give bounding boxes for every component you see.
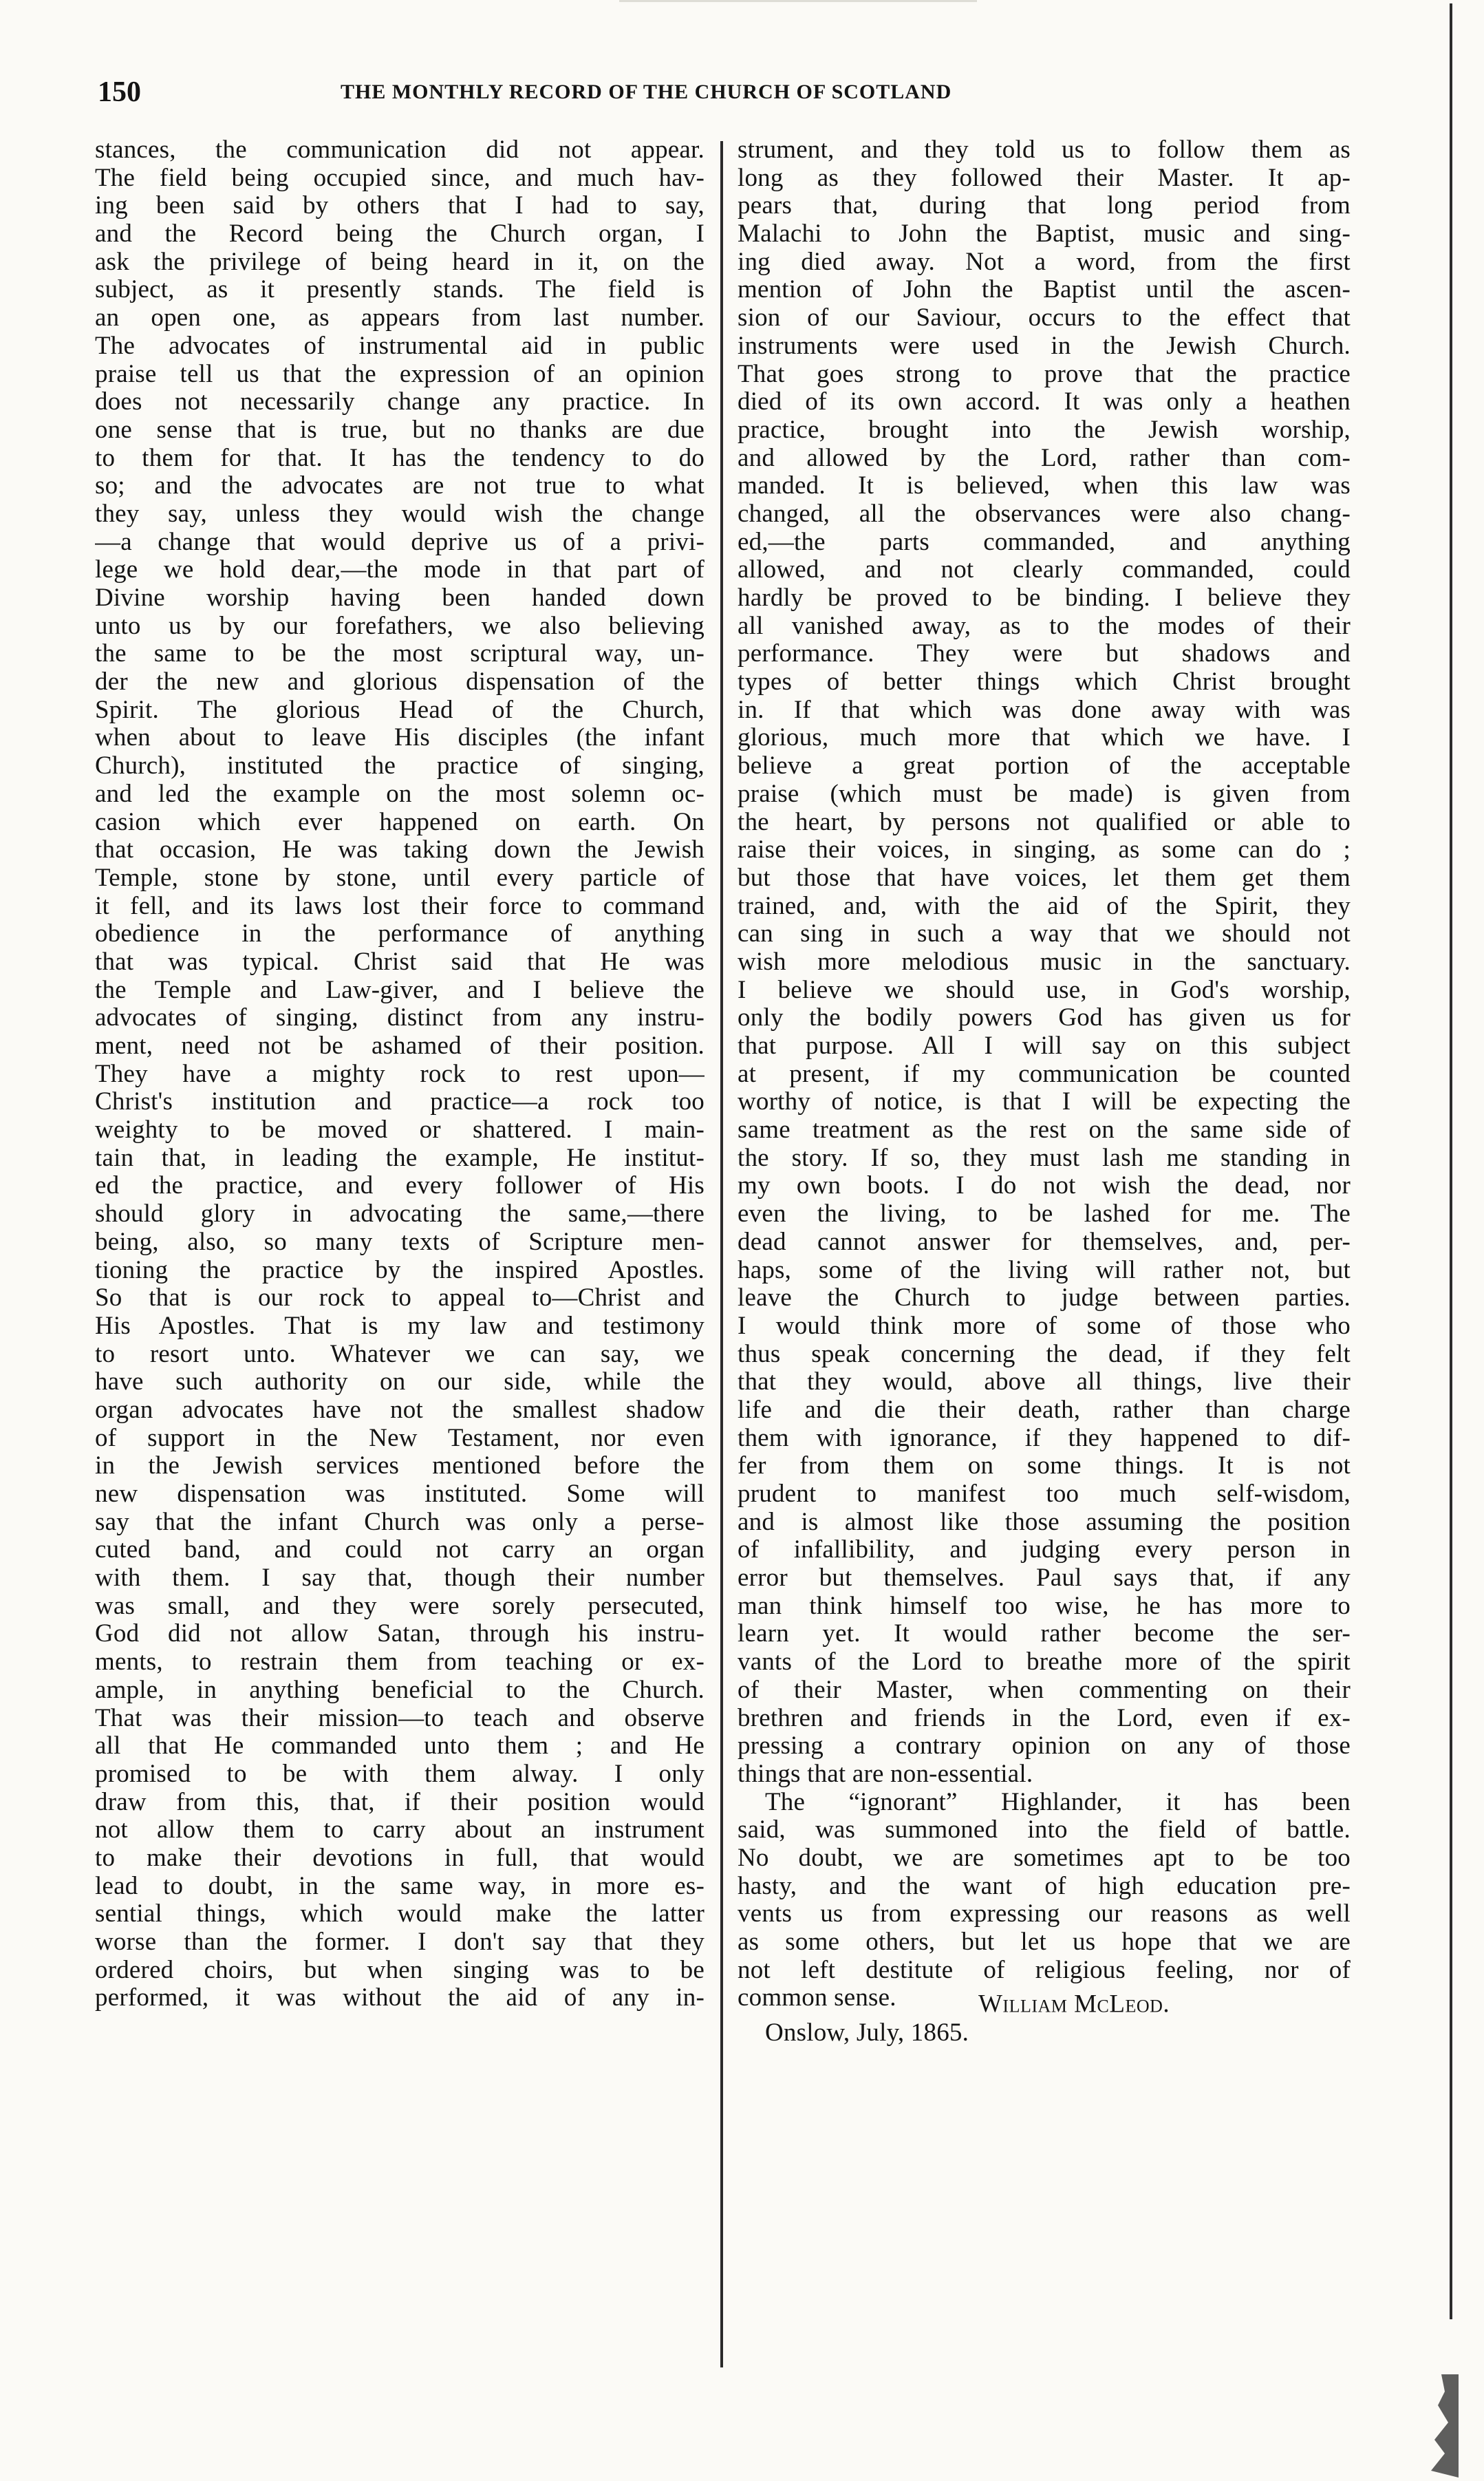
text-line: to them for that. It has the tendency to do: [95, 444, 705, 472]
text-line: does not necessarily change any practice. In: [95, 388, 705, 416]
text-line: all that He commanded unto them ; and He: [95, 1732, 705, 1760]
right-margin-rule: [1450, 3, 1452, 2319]
text-line: obedience in the performance of anything: [95, 920, 705, 948]
text-line: that was typical. Christ said that He was: [95, 948, 705, 976]
text-line: vents us from expressing our reasons as well: [738, 1900, 1351, 1928]
text-line: believe a great portion of the acceptable: [738, 752, 1351, 780]
text-line: learn yet. It would rather become the ser-: [738, 1620, 1351, 1648]
text-line: life and die their death, rather than charge: [738, 1396, 1351, 1424]
text-line: subject, as it presently stands. The field is: [95, 276, 705, 304]
text-line: stances, the communication did not appear.: [95, 136, 705, 164]
text-line: The “ignorant” Highlander, it has been: [765, 1788, 1351, 1816]
text-line: my own boots. I do not wish the dead, nor: [738, 1172, 1351, 1200]
text-line: ment, need not be ashamed of their position.: [95, 1032, 705, 1060]
text-line: der the new and glorious dispensation of the: [95, 668, 705, 696]
text-line: brethren and friends in the Lord, even if ex-: [738, 1704, 1351, 1732]
text-line: performance. They were but shadows and: [738, 640, 1351, 668]
text-line: and the Record being the Church organ, I: [95, 220, 705, 248]
text-line: the story. If so, they must lash me standing in: [738, 1144, 1351, 1172]
author-signature: William McLeod.: [978, 1990, 1170, 2019]
text-line: wish more melodious music in the sanctuary.: [738, 948, 1351, 976]
text-line: organ advocates have not the smallest shadow: [95, 1396, 705, 1424]
text-line: mention of John the Baptist until the ascen-: [738, 276, 1351, 304]
text-line: —a change that would deprive us of a privi-: [95, 528, 705, 556]
text-line: and led the example on the most solemn oc-: [95, 780, 705, 808]
text-line: say that the infant Church was only a perse-: [95, 1508, 705, 1536]
text-line: praise tell us that the expression of an opinion: [95, 360, 705, 388]
text-line: glorious, much more that which we have. I: [738, 724, 1351, 752]
text-line: Church), instituted the practice of singing,: [95, 752, 705, 780]
text-line: worthy of notice, is that I will be expecting the: [738, 1088, 1351, 1116]
text-line: haps, some of the living will rather not, but: [738, 1256, 1351, 1284]
text-line: raise their voices, in singing, as some can do ;: [738, 836, 1351, 864]
text-line: new dispensation was instituted. Some will: [95, 1480, 705, 1508]
text-line: so; and the advocates are not true to what: [95, 472, 705, 500]
text-line: ed,—the parts commanded, and anything: [738, 528, 1351, 556]
scan-artifact: [1410, 2374, 1459, 2478]
text-line: Christ's institution and practice—a rock too: [95, 1088, 705, 1116]
text-line: tain that, in leading the example, He institut-: [95, 1144, 705, 1172]
text-line: sion of our Saviour, occurs to the effect that: [738, 304, 1351, 332]
text-line: an open one, as appears from last number.: [95, 304, 705, 332]
text-line: performed, it was without the aid of any in-: [95, 1984, 705, 2012]
text-line: I would think more of some of those who: [738, 1312, 1351, 1340]
text-line: types of better things which Christ brought: [738, 668, 1351, 696]
text-line: but those that have voices, let them get them: [738, 864, 1351, 892]
text-line: in. If that which was done away with was: [738, 696, 1351, 724]
left-text-column: [95, 136, 705, 2012]
text-line: manded. It is believed, when this law was: [738, 472, 1351, 500]
text-line: as some others, but let us hope that we are: [738, 1928, 1351, 1956]
text-line: I believe we should use, in God's worship,: [738, 976, 1351, 1004]
text-line: it fell, and its laws lost their force to command: [95, 892, 705, 920]
text-line: pears that, during that long period from: [738, 192, 1351, 220]
text-line: pressing a contrary opinion on any of those: [738, 1732, 1351, 1760]
text-line: Spirit. The glorious Head of the Church,: [95, 696, 705, 724]
text-line: The field being occupied since, and much hav-: [95, 164, 705, 192]
text-line: worse than the former. I don't say that they: [95, 1928, 705, 1956]
text-line: even the living, to be lashed for me. The: [738, 1200, 1351, 1228]
text-line: died of its own accord. It was only a heathen: [738, 388, 1351, 416]
text-line: one sense that is true, but no thanks are due: [95, 416, 705, 444]
text-line: that they would, above all things, live their: [738, 1368, 1351, 1396]
text-line: That was their mission—to teach and observe: [95, 1704, 705, 1732]
text-line: sential things, which would make the latter: [95, 1900, 705, 1928]
text-line: when about to leave His disciples (the infant: [95, 724, 705, 752]
text-line: allowed, and not clearly commanded, could: [738, 556, 1351, 584]
scan-edge-mark: [619, 0, 977, 14]
text-line: should glory in advocating the same,—there: [95, 1200, 705, 1228]
text-line: man think himself too wise, he has more to: [738, 1592, 1351, 1620]
text-line: fer from them on some things. It is not: [738, 1452, 1351, 1480]
text-line: The advocates of instrumental aid in public: [95, 332, 705, 360]
text-line: dead cannot answer for themselves, and, per-: [738, 1228, 1351, 1256]
text-line: unto us by our forefathers, we also believing: [95, 612, 705, 640]
text-line: hardly be proved to be binding. I believe they: [738, 584, 1351, 612]
text-line: not left destitute of religious feeling, nor of: [738, 1956, 1351, 1984]
text-line: Divine worship having been handed down: [95, 584, 705, 612]
text-line: ing died away. Not a word, from the first: [738, 248, 1351, 276]
text-line: ordered choirs, but when singing was to be: [95, 1956, 705, 1984]
text-line: with them. I say that, though their number: [95, 1564, 705, 1593]
text-line: ask the privilege of being heard in it, on the: [95, 248, 705, 276]
text-line: they say, unless they would wish the change: [95, 500, 705, 528]
text-line: was small, and they were sorely persecuted,: [95, 1592, 705, 1620]
text-line: thus speak concerning the dead, if they felt: [738, 1340, 1351, 1368]
text-line: at present, if my communication be counted: [738, 1060, 1351, 1088]
text-line: hasty, and the want of high education pre-: [738, 1872, 1351, 1900]
text-line: They have a mighty rock to rest upon—: [95, 1060, 705, 1088]
page-number: 150: [98, 76, 141, 108]
text-line: ed the practice, and every follower of His: [95, 1172, 705, 1200]
text-line: tioning the practice by the inspired Apostles.: [95, 1256, 705, 1284]
text-line: That goes strong to prove that the practice: [738, 360, 1351, 388]
column-divider-rule: [720, 141, 723, 2367]
text-line: changed, all the observances were also chang-: [738, 500, 1351, 528]
text-line: lead to doubt, in the same way, in more es-: [95, 1872, 705, 1900]
text-line: lege we hold dear,—the mode in that part of: [95, 556, 705, 584]
text-line: ing been said by others that I had to say,: [95, 192, 705, 220]
text-line: can sing in such a way that we should not: [738, 920, 1351, 948]
right-text-column: [738, 136, 1351, 2047]
dateline: Onslow, July, 1865.: [765, 2018, 969, 2047]
text-line: advocates of singing, distinct from any instru-: [95, 1004, 705, 1032]
text-line: praise (which must be made) is given from: [738, 780, 1351, 808]
text-line: long as they followed their Master. It ap-: [738, 164, 1351, 192]
text-line: ample, in anything beneficial to the Church.: [95, 1676, 705, 1704]
running-title: THE MONTHLY RECORD OF THE CHURCH OF SCOTLAND: [341, 81, 952, 103]
text-line: to resort unto. Whatever we can say, we: [95, 1340, 705, 1368]
text-line: and is almost like those assuming the position: [738, 1508, 1351, 1536]
text-line: the heart, by persons not qualified or able to: [738, 808, 1351, 836]
text-line: and allowed by the Lord, rather than com-: [738, 444, 1351, 472]
text-line: common sense.: [738, 1984, 896, 2012]
text-line: vants of the Lord to breathe more of the spirit: [738, 1648, 1351, 1676]
text-line: instruments were used in the Jewish Church.: [738, 332, 1351, 360]
text-line: cuted band, and could not carry an organ: [95, 1536, 705, 1564]
text-line: practice, brought into the Jewish worship,: [738, 416, 1351, 444]
text-line: prudent to manifest too much self-wisdom,: [738, 1480, 1351, 1508]
text-line: in the Jewish services mentioned before the: [95, 1452, 705, 1480]
text-line: of infallibility, and judging every person in: [738, 1536, 1351, 1564]
text-line: the Temple and Law-giver, and I believe the: [95, 976, 705, 1004]
text-line: the same to be the most scriptural way, un-: [95, 640, 705, 668]
text-line: Malachi to John the Baptist, music and sing-: [738, 220, 1351, 248]
text-line: strument, and they told us to follow them as: [738, 136, 1351, 164]
text-line: His Apostles. That is my law and testimony: [95, 1312, 705, 1340]
text-line: not allow them to carry about an instrument: [95, 1816, 705, 1844]
text-line: promised to be with them alway. I only: [95, 1760, 705, 1788]
text-line: them with ignorance, if they happened to dif-: [738, 1424, 1351, 1452]
text-line: have such authority on our side, while the: [95, 1368, 705, 1396]
text-line: trained, and, with the aid of the Spirit, they: [738, 892, 1351, 920]
text-line: casion which ever happened on earth. On: [95, 808, 705, 836]
text-line: God did not allow Satan, through his instru-: [95, 1620, 705, 1648]
text-line: leave the Church to judge between parties.: [738, 1284, 1351, 1312]
text-line: to make their devotions in full, that would: [95, 1844, 705, 1872]
text-line: No doubt, we are sometimes apt to be too: [738, 1844, 1351, 1872]
text-line: weighty to be moved or shattered. I main-: [95, 1116, 705, 1144]
text-line: Temple, stone by stone, until every particle of: [95, 864, 705, 892]
text-line: error but themselves. Paul says that, if any: [738, 1564, 1351, 1593]
text-line: So that is our rock to appeal to—Christ and: [95, 1284, 705, 1312]
text-line: things that are non-essential.: [738, 1760, 1033, 1788]
text-line: that occasion, He was taking down the Jewish: [95, 836, 705, 864]
text-line: being, also, so many texts of Scripture men-: [95, 1228, 705, 1256]
text-line: only the bodily powers God has given us for: [738, 1004, 1351, 1032]
text-line: ments, to restrain them from teaching or ex-: [95, 1648, 705, 1676]
text-line: of support in the New Testament, nor even: [95, 1424, 705, 1452]
text-line: that purpose. All I will say on this subject: [738, 1032, 1351, 1060]
text-line: of their Master, when commenting on their: [738, 1676, 1351, 1704]
text-line: said, was summoned into the field of battle.: [738, 1816, 1351, 1844]
text-line: all vanished away, as to the modes of their: [738, 612, 1351, 640]
text-line: same treatment as the rest on the same side of: [738, 1116, 1351, 1144]
text-line: draw from this, that, if their position would: [95, 1788, 705, 1816]
